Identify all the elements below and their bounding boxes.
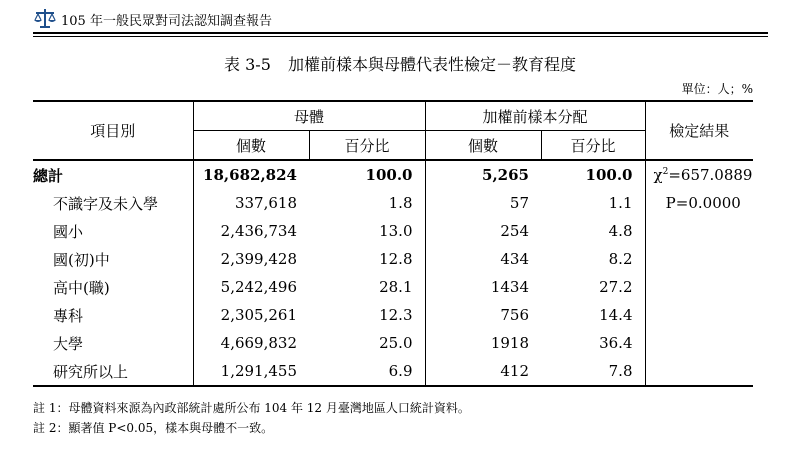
sample-count-cell: 434: [425, 245, 541, 273]
total-row: [33, 160, 753, 189]
row-label: 國(初)中: [53, 250, 110, 269]
pop-count-cell: 2,399,428: [193, 245, 309, 273]
row-label: 高中(職): [53, 278, 110, 297]
report-header: [33, 5, 768, 33]
header-rule-thin: [33, 36, 768, 37]
total-sample-count: 5,265: [425, 160, 541, 189]
row-label: 大學: [53, 334, 84, 353]
result-cell: [645, 301, 753, 329]
result-header: 檢定結果: [645, 101, 753, 160]
sample-count-header: 個數: [425, 131, 541, 161]
result-cell: [645, 217, 753, 245]
pop-count-cell: 337,618: [193, 189, 309, 217]
sample-pct-cell: 7.8: [541, 357, 645, 386]
sample-count-cell: 1434: [425, 273, 541, 301]
sample-count-cell: 412: [425, 357, 541, 386]
table-notes: [33, 398, 470, 438]
pop-pct-cell: 12.8: [379, 250, 413, 268]
pop-count-header: 個數: [193, 131, 309, 161]
result-cell: [645, 357, 753, 386]
population-header: 母體: [193, 101, 425, 131]
sample-header: 加權前樣本分配: [425, 101, 645, 131]
sample-pct-cell: 36.4: [599, 334, 633, 352]
table-row: [33, 357, 753, 386]
pop-count-cell: 5,242,496: [193, 273, 309, 301]
total-label: 總計: [33, 166, 64, 185]
note-2: 註 2：顯著值 P<0.05，樣本與母體不一致。: [33, 421, 274, 435]
pop-pct-cell: 1.8: [388, 194, 413, 212]
sample-count-cell: 1918: [425, 329, 541, 357]
table-row: [33, 217, 753, 245]
sample-count-cell: 756: [425, 301, 541, 329]
row-label: 不識字及未入學: [53, 194, 159, 213]
sample-count-cell: 57: [425, 189, 541, 217]
sample-pct-cell: 14.4: [599, 306, 633, 324]
row-label: 國小: [53, 222, 84, 241]
result-cell: [645, 329, 753, 357]
sample-percent-header: 百分比: [541, 131, 645, 161]
table-row: [33, 329, 753, 357]
pop-pct-cell: 12.3: [379, 306, 413, 324]
table-number: 表 3-5: [224, 55, 271, 74]
pop-count-cell: 4,669,832: [193, 329, 309, 357]
pop-pct-cell: 6.9: [309, 357, 425, 386]
report-title: 105 年一般民眾對司法認知調查報告: [61, 14, 272, 29]
row-header: 項目別: [33, 101, 193, 160]
chi-square-result: $\chi^2=657.0889$: [645, 160, 753, 189]
result-cell: [645, 245, 753, 273]
table-title: 加權前樣本與母體代表性檢定－教育程度: [287, 55, 576, 74]
sample-pct-cell: 8.2: [608, 250, 633, 268]
data-rows: [33, 189, 753, 386]
row-label: 研究所以上: [33, 357, 193, 386]
pop-pct-cell: 25.0: [379, 334, 413, 352]
sample-pct-cell: 27.2: [599, 278, 633, 296]
pop-percent-header: 百分比: [309, 131, 425, 161]
sample-pct-cell: 1.1: [608, 194, 633, 212]
education-table: [33, 100, 753, 387]
p-value-result: P=0.0000: [645, 189, 753, 217]
sample-pct-cell: 4.8: [608, 222, 633, 240]
header-row-1: [33, 101, 753, 131]
row-label: 專科: [53, 306, 84, 325]
header-rule: [33, 32, 768, 34]
pop-pct-cell: 28.1: [379, 278, 413, 296]
pop-count-cell: 1,291,455: [193, 357, 309, 386]
table-row: [33, 245, 753, 273]
unit-label: 單位：人；%: [681, 82, 753, 96]
result-cell: [645, 273, 753, 301]
total-pop-pct: 100.0: [365, 166, 413, 184]
note-1: 註 1：母體資料來源為內政部統計處所公布 104 年 12 月臺灣地區人口統計資料。: [33, 401, 470, 415]
sample-count-cell: 254: [425, 217, 541, 245]
total-pop-count: 18,682,824: [193, 160, 309, 189]
pop-count-cell: 2,305,261: [193, 301, 309, 329]
scales-of-justice-icon: [33, 7, 57, 29]
table-row: [33, 273, 753, 301]
table-caption: [0, 52, 800, 75]
total-sample-pct: 100.0: [585, 166, 633, 184]
table-row: [33, 301, 753, 329]
table-row: [33, 189, 753, 217]
pop-pct-cell: 13.0: [379, 222, 413, 240]
pop-count-cell: 2,436,734: [193, 217, 309, 245]
